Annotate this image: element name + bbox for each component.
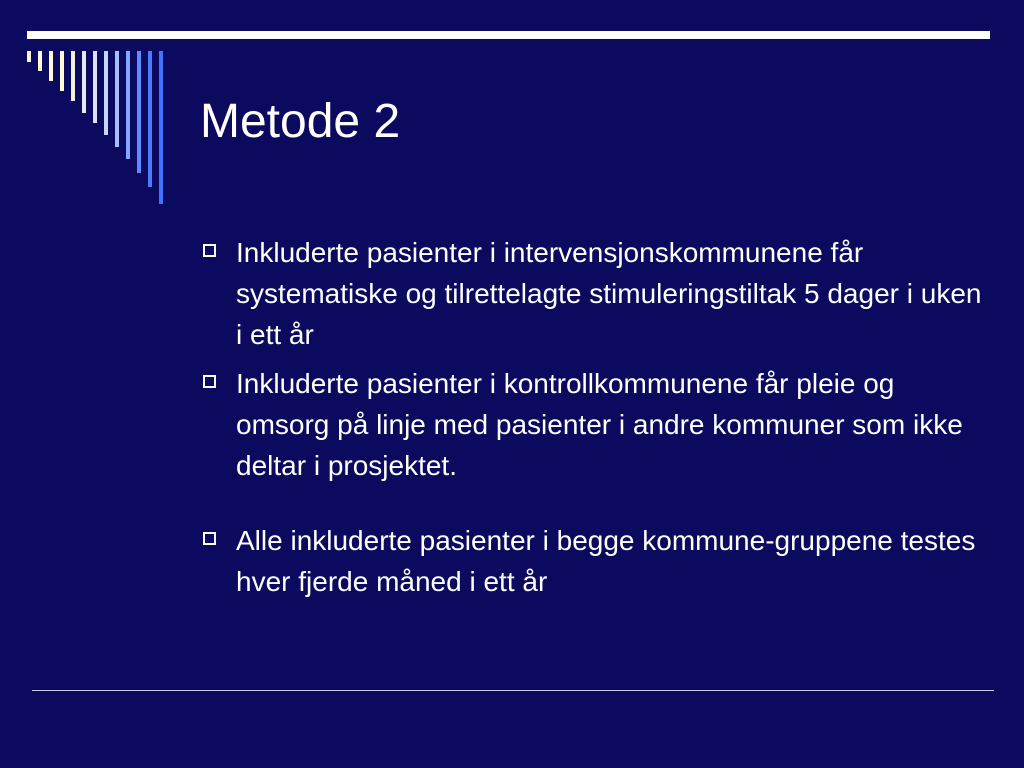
bullet-item [198, 363, 988, 486]
stripe [104, 51, 108, 135]
bullet-text: Inkluderte pasienter i intervensjonskommunene får systematiske og tilrettelagte stimuleringstiltak 5 dager i uken i ett år [236, 237, 982, 350]
stripe [38, 51, 42, 71]
bullet-text: Inkluderte pasienter i kontrollkommunene får pleie og omsorg på linje med pasienter i andre kommuner som ikke deltar i prosjektet. [236, 368, 963, 481]
bullet-item [198, 520, 988, 602]
bullet-item [198, 232, 988, 355]
stripe [71, 51, 75, 101]
decorative-stripes [0, 0, 180, 210]
square-bullet-icon [203, 375, 216, 388]
stripe [82, 51, 86, 113]
stripe [27, 51, 31, 62]
bullet-list [198, 232, 988, 610]
bullet-text: Alle inkluderte pasienter i begge kommune-gruppene testes hver fjerde måned i ett år [236, 525, 976, 597]
stripe [49, 51, 53, 81]
stripe [115, 51, 119, 147]
square-bullet-icon [203, 244, 216, 257]
stripe [148, 51, 152, 187]
stripe [93, 51, 97, 123]
square-bullet-icon [203, 532, 216, 545]
stripe [126, 51, 130, 159]
slide-title: Metode 2 [200, 95, 401, 148]
stripe [60, 51, 64, 91]
stripe [137, 51, 141, 173]
stripe [159, 51, 163, 204]
bottom-rule [32, 690, 994, 691]
